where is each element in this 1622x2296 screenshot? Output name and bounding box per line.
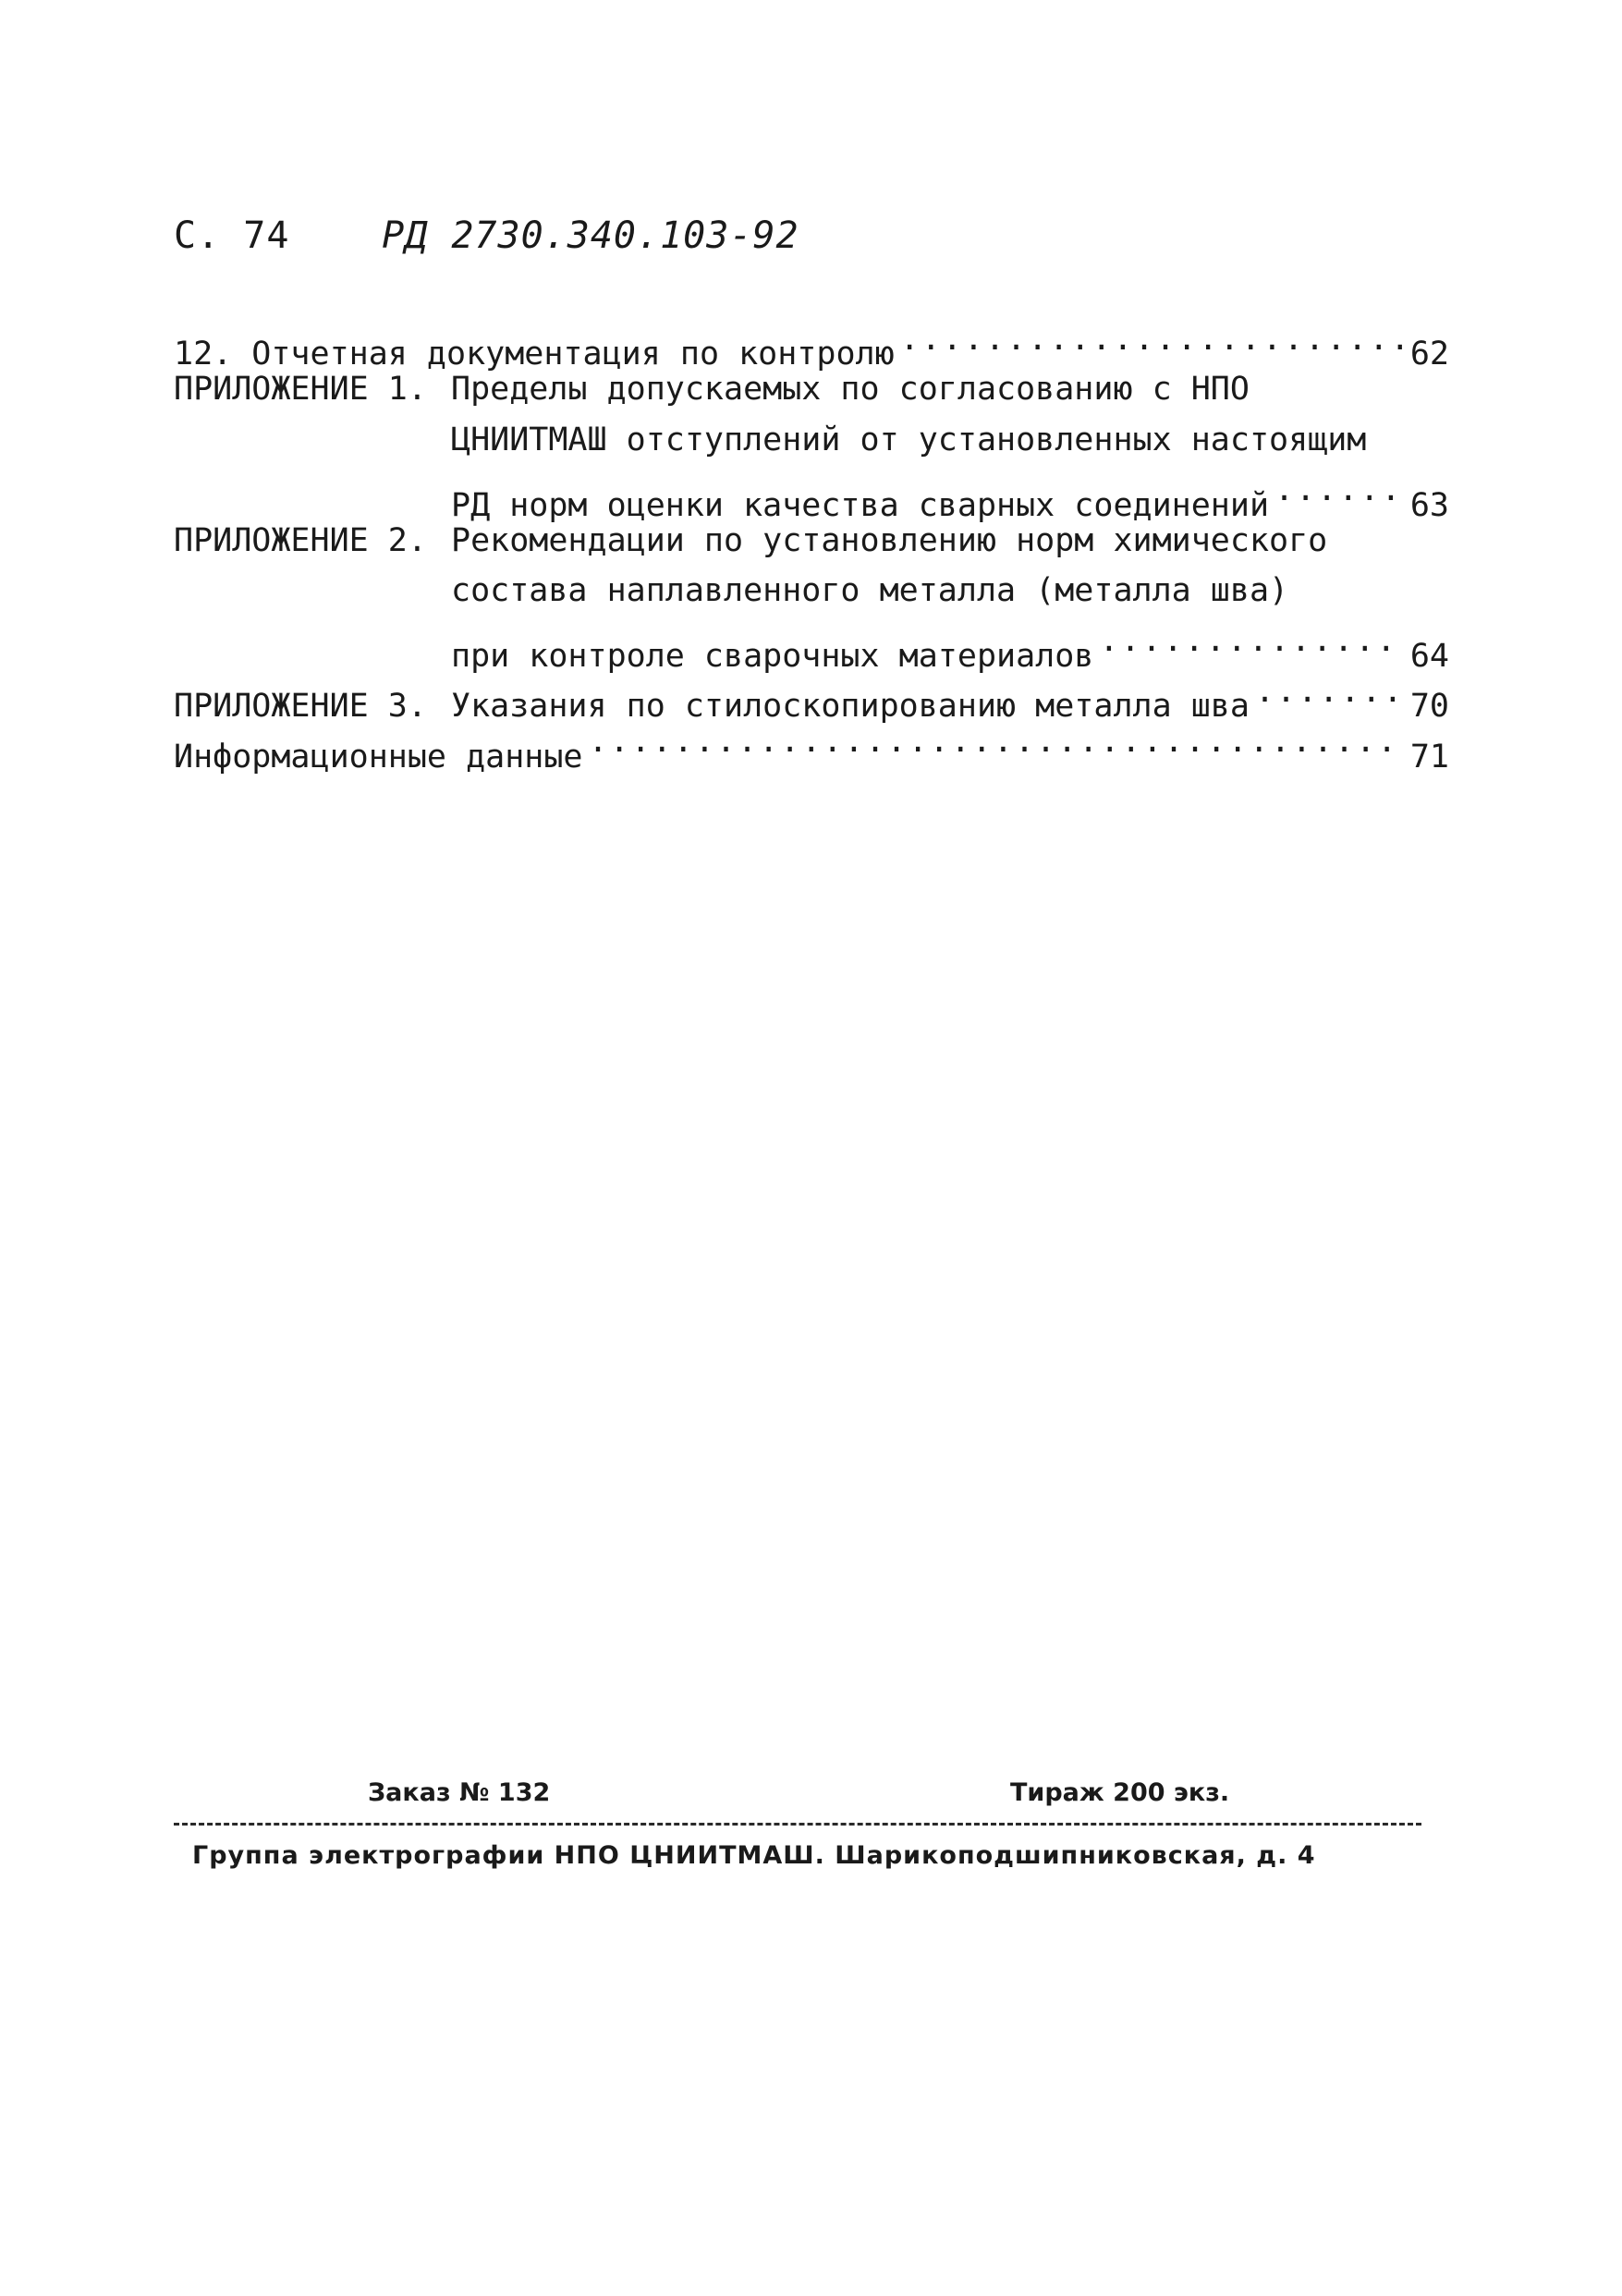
toc-entry-appendix-2	[174, 516, 1449, 675]
toc-entry-title-line: состава наплавленного металла (металла шва)	[451, 571, 1289, 609]
toc-dot-leader	[1255, 666, 1405, 716]
toc-dot-leader	[1274, 465, 1405, 515]
toc-entry-title-line: Пределы допускаемых по согласованию с НПО	[451, 371, 1250, 409]
toc-dot-leader	[589, 716, 1405, 766]
toc-entry-page: 63	[1409, 486, 1449, 524]
toc-entry-title-line: ЦНИИТМАШ отступлений от установленных настоящим	[451, 421, 1367, 458]
toc-entry-page: 71	[1409, 738, 1449, 776]
document-code: РД 2730.340.103-92	[382, 214, 799, 257]
toc-entry-title-line: Рекомендации по установлению норм химического	[451, 521, 1328, 559]
toc-entry-page: 62	[1409, 336, 1449, 373]
toc-entry-appendix-1	[174, 364, 1449, 524]
toc-entry-prefix: ПРИЛОЖЕНИЕ 2.	[174, 521, 427, 559]
table-of-contents	[174, 314, 1449, 776]
page-header	[174, 214, 799, 257]
toc-dot-leader	[1099, 616, 1404, 666]
order-number: Заказ № 132	[368, 1778, 551, 1807]
toc-entry-title-line: РД норм оценки качества сварных соединений	[451, 486, 1270, 524]
toc-entry-title-line: при контроле сварочных материалов	[451, 637, 1094, 675]
toc-entry-prefix: ПРИЛОЖЕНИЕ 1.	[174, 371, 427, 409]
toc-entry-title: Информационные данные	[174, 738, 583, 776]
footer-divider	[174, 1823, 1421, 1826]
toc-dot-leader	[900, 314, 1405, 364]
toc-entry-prefix: ПРИЛОЖЕНИЕ 3.	[174, 688, 427, 726]
toc-entry-title: Указания по стилоскопированию металла шва	[451, 688, 1250, 726]
page-number: С. 74	[174, 214, 290, 257]
toc-entry-title: 12. Отчетная документация по контролю	[174, 336, 895, 373]
toc-entry-documentation	[174, 314, 1449, 373]
toc-entry-page: 70	[1409, 688, 1449, 726]
toc-entry-page: 64	[1409, 637, 1449, 675]
print-run: Тираж 200 экз.	[1010, 1778, 1230, 1807]
publisher-info: Группа электрографии НПО ЦНИИТМАШ. Шарикоподшипниковская, д. 4	[192, 1841, 1316, 1870]
